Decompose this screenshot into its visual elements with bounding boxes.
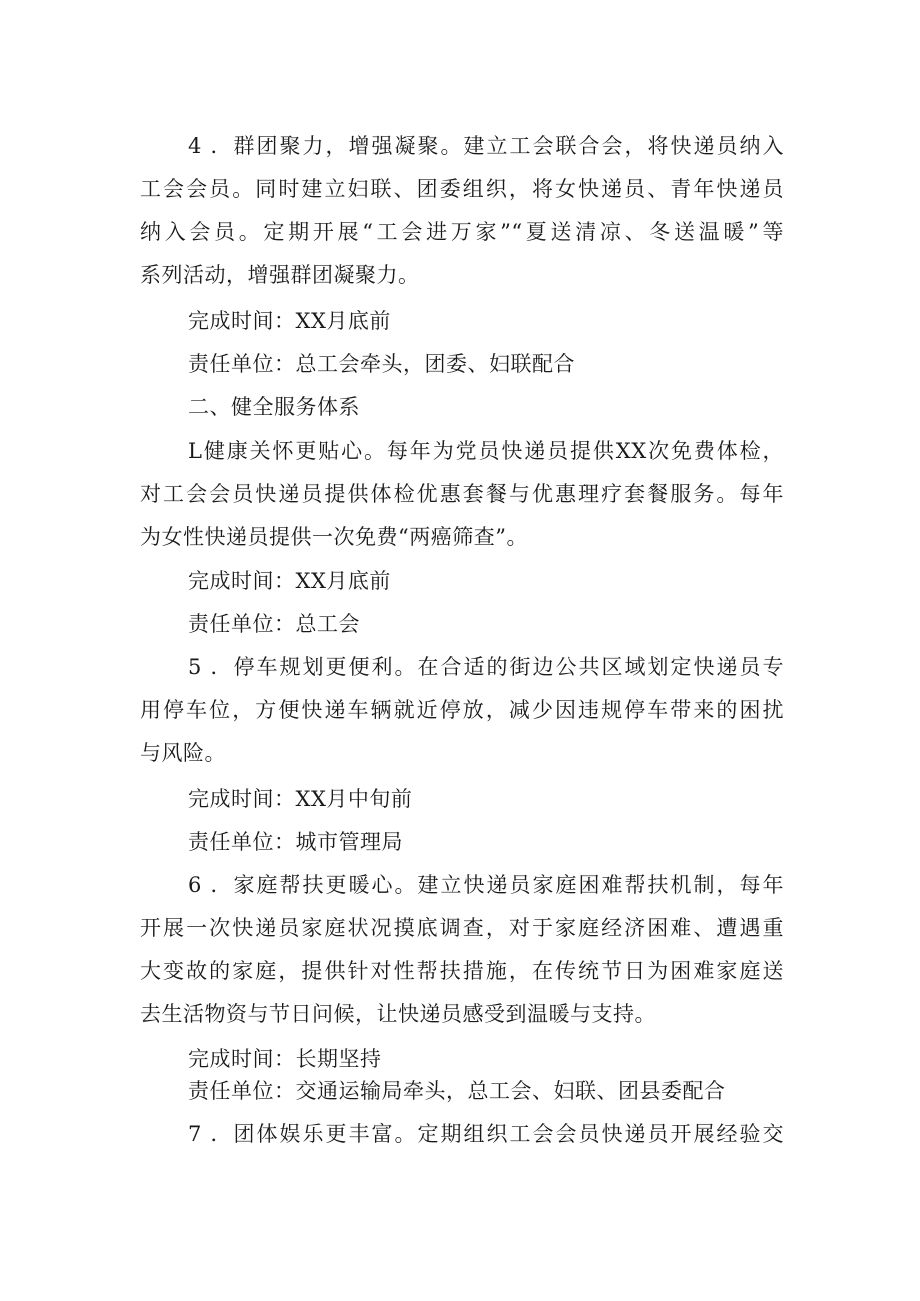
responsible-unit-item5: 责任单位：城市管理局 <box>188 830 403 854</box>
paragraph-item6-line1: 6 ．家庭帮扶更暖心。建立快递员家庭困难帮扶机制，每年 <box>188 873 784 897</box>
responsible-unit-item4: 责任单位：总工会牵头，团委、妇联配合 <box>188 352 575 376</box>
paragraph-item4-line3: 纳入会员。定期开展“工会进万家”“夏送清凉、冬送温暖”等 <box>140 220 784 244</box>
paragraph-item4-line4: 系列活动，增强群团凝聚力。 <box>140 263 420 287</box>
completion-time-item1: 完成时间：XX月底前 <box>188 569 391 593</box>
responsible-unit-item1: 责任单位：总工会 <box>188 612 360 636</box>
paragraph-item6-line2: 开展一次快递员家庭状况摸底调查，对于家庭经济困难、遭遇重 <box>140 916 784 940</box>
paragraph-item5-line2: 用停车位，方便快递车辆就近停放，减少因违规停车带来的困扰 <box>140 698 784 722</box>
responsible-unit-item6: 责任单位：交通运输局牵头，总工会、妇联、团县委配合 <box>188 1079 726 1103</box>
paragraph-item4-line1: 4 ．群团聚力，增强凝聚。建立工会联合会，将快递员纳入 <box>188 134 784 158</box>
paragraph-item1-line2: 对工会会员快递员提供体检优惠套餐与优惠理疗套餐服务。每年 <box>140 482 784 506</box>
paragraph-item7-line1: 7 ．团体娱乐更丰富。定期组织工会会员快递员开展经验交 <box>188 1122 784 1146</box>
completion-time-item4: 完成时间：XX月底前 <box>188 309 391 333</box>
paragraph-item1-line1: L健康关怀更贴心。每年为党员快递员提供XX次免费体检， <box>188 439 784 463</box>
paragraph-item4-line2: 工会会员。同时建立妇联、团委组织，将女快递员、青年快递员 <box>140 177 784 201</box>
completion-time-item6: 完成时间：长期坚持 <box>188 1047 382 1071</box>
paragraph-item6-line3: 大变故的家庭，提供针对性帮扶措施，在传统节日为困难家庭送 <box>140 959 784 983</box>
paragraph-item5-line3: 与风险。 <box>140 741 226 765</box>
paragraph-item5-line1: 5 ．停车规划更便利。在合适的街边公共区域划定快递员专 <box>188 655 784 679</box>
completion-time-item5: 完成时间：XX月中旬前 <box>188 787 413 811</box>
paragraph-item1-line3: 为女性快递员提供一次免费“两癌筛查”。 <box>140 525 528 549</box>
paragraph-item6-line4: 去生活物资与节日问候，让快递员感受到温暖与支持。 <box>140 1002 656 1026</box>
section-heading-2: 二、健全服务体系 <box>188 395 360 419</box>
